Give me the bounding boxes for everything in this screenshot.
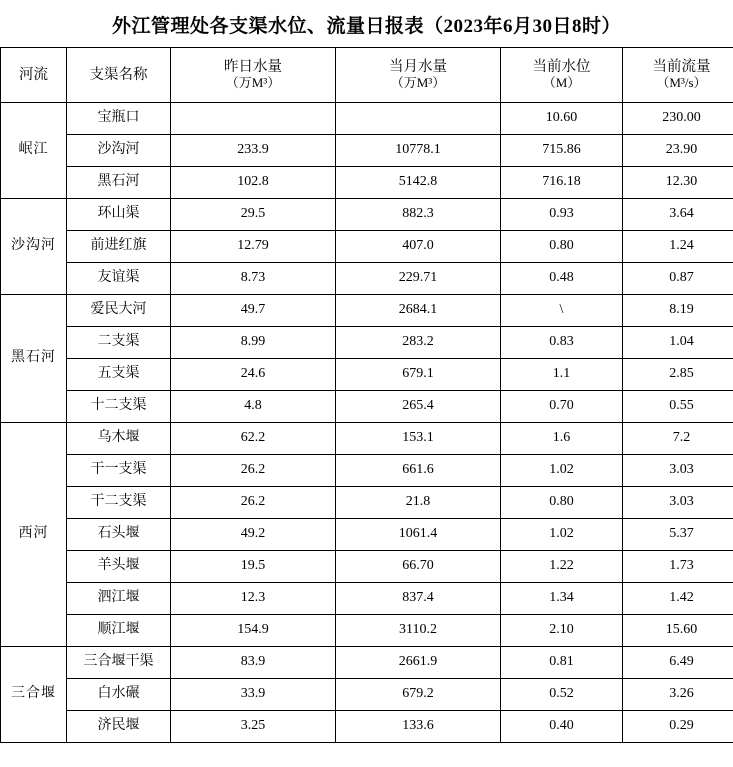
current-flow-cell: 1.04 xyxy=(623,327,733,359)
current-level-cell: 0.80 xyxy=(501,231,623,263)
current-level-cell: 1.02 xyxy=(501,455,623,487)
current-flow-cell: 6.49 xyxy=(623,647,733,679)
current-flow-cell: 3.03 xyxy=(623,487,733,519)
month-volume-cell: 153.1 xyxy=(336,423,501,455)
current-level-cell: 715.86 xyxy=(501,135,623,167)
yesterday-volume-cell: 49.7 xyxy=(171,295,336,327)
canal-name-cell: 顺江堰 xyxy=(67,615,171,647)
yesterday-volume-cell: 26.2 xyxy=(171,455,336,487)
canal-name-cell: 爱民大河 xyxy=(67,295,171,327)
column-header-yesterday-volume: 昨日水量 （万M³） xyxy=(171,48,336,103)
month-volume-cell: 3110.2 xyxy=(336,615,501,647)
table-row xyxy=(1,455,733,487)
yesterday-volume-cell: 12.79 xyxy=(171,231,336,263)
current-flow-cell: 0.55 xyxy=(623,391,733,423)
current-level-cell: 0.93 xyxy=(501,199,623,231)
column-header-current-flow: 当前流量 （M³/s） xyxy=(623,48,733,103)
current-level-cell: 0.80 xyxy=(501,487,623,519)
current-flow-cell: 1.24 xyxy=(623,231,733,263)
canal-name-cell: 环山渠 xyxy=(67,199,171,231)
current-level-cell: 0.52 xyxy=(501,679,623,711)
canal-name-cell: 羊头堰 xyxy=(67,551,171,583)
current-flow-cell: 15.60 xyxy=(623,615,733,647)
page-title: 外江管理处各支渠水位、流量日报表（2023年6月30日8时） xyxy=(111,16,621,37)
table-row xyxy=(1,135,733,167)
river-group-cell: 岷江 xyxy=(1,103,67,199)
table-row xyxy=(1,359,733,391)
month-volume-cell xyxy=(336,103,501,135)
month-volume-cell: 837.4 xyxy=(336,583,501,615)
current-flow-cell: 12.30 xyxy=(623,167,733,199)
month-volume-cell: 882.3 xyxy=(336,199,501,231)
month-volume-cell: 133.6 xyxy=(336,711,501,743)
month-volume-cell: 66.70 xyxy=(336,551,501,583)
yesterday-volume-cell: 19.5 xyxy=(171,551,336,583)
current-level-cell: 0.40 xyxy=(501,711,623,743)
canal-name-cell: 三合堰干渠 xyxy=(67,647,171,679)
month-volume-cell: 2661.9 xyxy=(336,647,501,679)
canal-name-cell: 十二支渠 xyxy=(67,391,171,423)
table-row xyxy=(1,391,733,423)
month-volume-cell: 1061.4 xyxy=(336,519,501,551)
yesterday-volume-cell: 62.2 xyxy=(171,423,336,455)
canal-name-cell: 友谊渠 xyxy=(67,263,171,295)
current-flow-cell: 3.64 xyxy=(623,199,733,231)
month-volume-cell: 229.71 xyxy=(336,263,501,295)
current-level-cell: 1.02 xyxy=(501,519,623,551)
table-row xyxy=(1,103,733,135)
month-volume-cell: 265.4 xyxy=(336,391,501,423)
column-header-current-level: 当前水位 （M） xyxy=(501,48,623,103)
canal-name-cell: 干一支渠 xyxy=(67,455,171,487)
canal-name-cell: 二支渠 xyxy=(67,327,171,359)
yesterday-volume-cell: 3.25 xyxy=(171,711,336,743)
yesterday-volume-cell: 8.73 xyxy=(171,263,336,295)
current-level-cell: \ xyxy=(501,295,623,327)
yesterday-volume-cell: 29.5 xyxy=(171,199,336,231)
current-flow-cell: 3.26 xyxy=(623,679,733,711)
current-flow-cell: 230.00 xyxy=(623,103,733,135)
table-row xyxy=(1,423,733,455)
current-flow-cell: 0.87 xyxy=(623,263,733,295)
current-level-cell: 1.34 xyxy=(501,583,623,615)
yesterday-volume-cell: 12.3 xyxy=(171,583,336,615)
column-header-river: 河流 xyxy=(1,48,67,103)
current-flow-cell: 8.19 xyxy=(623,295,733,327)
yesterday-volume-cell: 102.8 xyxy=(171,167,336,199)
river-group-cell: 沙沟河 xyxy=(1,199,67,295)
yesterday-volume-cell: 33.9 xyxy=(171,679,336,711)
table-row xyxy=(1,711,733,743)
month-volume-cell: 407.0 xyxy=(336,231,501,263)
table-row xyxy=(1,551,733,583)
current-flow-cell: 1.73 xyxy=(623,551,733,583)
table-row xyxy=(1,647,733,679)
yesterday-volume-cell: 4.8 xyxy=(171,391,336,423)
canal-name-cell: 前进红旗 xyxy=(67,231,171,263)
yesterday-volume-cell: 26.2 xyxy=(171,487,336,519)
month-volume-cell: 679.1 xyxy=(336,359,501,391)
yesterday-volume-cell: 83.9 xyxy=(171,647,336,679)
month-volume-cell: 283.2 xyxy=(336,327,501,359)
yesterday-volume-cell: 49.2 xyxy=(171,519,336,551)
table-header-row xyxy=(1,48,733,103)
table-row xyxy=(1,327,733,359)
current-flow-cell: 0.29 xyxy=(623,711,733,743)
river-group-cell: 三合堰 xyxy=(1,647,67,743)
current-level-cell: 2.10 xyxy=(501,615,623,647)
current-flow-cell: 7.2 xyxy=(623,423,733,455)
current-flow-cell: 2.85 xyxy=(623,359,733,391)
canal-name-cell: 济民堰 xyxy=(67,711,171,743)
table-row xyxy=(1,519,733,551)
current-level-cell: 1.22 xyxy=(501,551,623,583)
month-volume-cell: 21.8 xyxy=(336,487,501,519)
current-level-cell: 1.6 xyxy=(501,423,623,455)
current-flow-cell: 1.42 xyxy=(623,583,733,615)
canal-name-cell: 石头堰 xyxy=(67,519,171,551)
yesterday-volume-cell: 154.9 xyxy=(171,615,336,647)
table-header xyxy=(1,48,733,103)
river-group-cell: 黑石河 xyxy=(1,295,67,423)
column-header-month-volume: 当月水量 （万M³） xyxy=(336,48,501,103)
current-level-cell: 0.83 xyxy=(501,327,623,359)
yesterday-volume-cell: 24.6 xyxy=(171,359,336,391)
canal-name-cell: 宝瓶口 xyxy=(67,103,171,135)
current-level-cell: 1.1 xyxy=(501,359,623,391)
table-row xyxy=(1,231,733,263)
current-level-cell: 0.81 xyxy=(501,647,623,679)
canal-name-cell: 泗江堰 xyxy=(67,583,171,615)
current-level-cell: 10.60 xyxy=(501,103,623,135)
current-level-cell: 716.18 xyxy=(501,167,623,199)
month-volume-cell: 679.2 xyxy=(336,679,501,711)
table-row xyxy=(1,487,733,519)
yesterday-volume-cell: 233.9 xyxy=(171,135,336,167)
canal-name-cell: 黑石河 xyxy=(67,167,171,199)
month-volume-cell: 10778.1 xyxy=(336,135,501,167)
current-level-cell: 0.48 xyxy=(501,263,623,295)
current-flow-cell: 3.03 xyxy=(623,455,733,487)
current-flow-cell: 5.37 xyxy=(623,519,733,551)
table-body xyxy=(1,103,733,743)
table-row xyxy=(1,583,733,615)
canal-name-cell: 五支渠 xyxy=(67,359,171,391)
month-volume-cell: 5142.8 xyxy=(336,167,501,199)
current-flow-cell: 23.90 xyxy=(623,135,733,167)
table-row xyxy=(1,679,733,711)
yesterday-volume-cell xyxy=(171,103,336,135)
table-row xyxy=(1,615,733,647)
table-row xyxy=(1,167,733,199)
yesterday-volume-cell: 8.99 xyxy=(171,327,336,359)
canal-name-cell: 沙沟河 xyxy=(67,135,171,167)
canal-name-cell: 乌木堰 xyxy=(67,423,171,455)
canal-name-cell: 干二支渠 xyxy=(67,487,171,519)
water-level-report-table xyxy=(0,47,733,743)
canal-name-cell: 白水碾 xyxy=(67,679,171,711)
table-row xyxy=(1,263,733,295)
column-header-canal-name: 支渠名称 xyxy=(67,48,171,103)
table-row xyxy=(1,199,733,231)
table-row xyxy=(1,295,733,327)
current-level-cell: 0.70 xyxy=(501,391,623,423)
month-volume-cell: 661.6 xyxy=(336,455,501,487)
river-group-cell: 西河 xyxy=(1,423,67,647)
month-volume-cell: 2684.1 xyxy=(336,295,501,327)
